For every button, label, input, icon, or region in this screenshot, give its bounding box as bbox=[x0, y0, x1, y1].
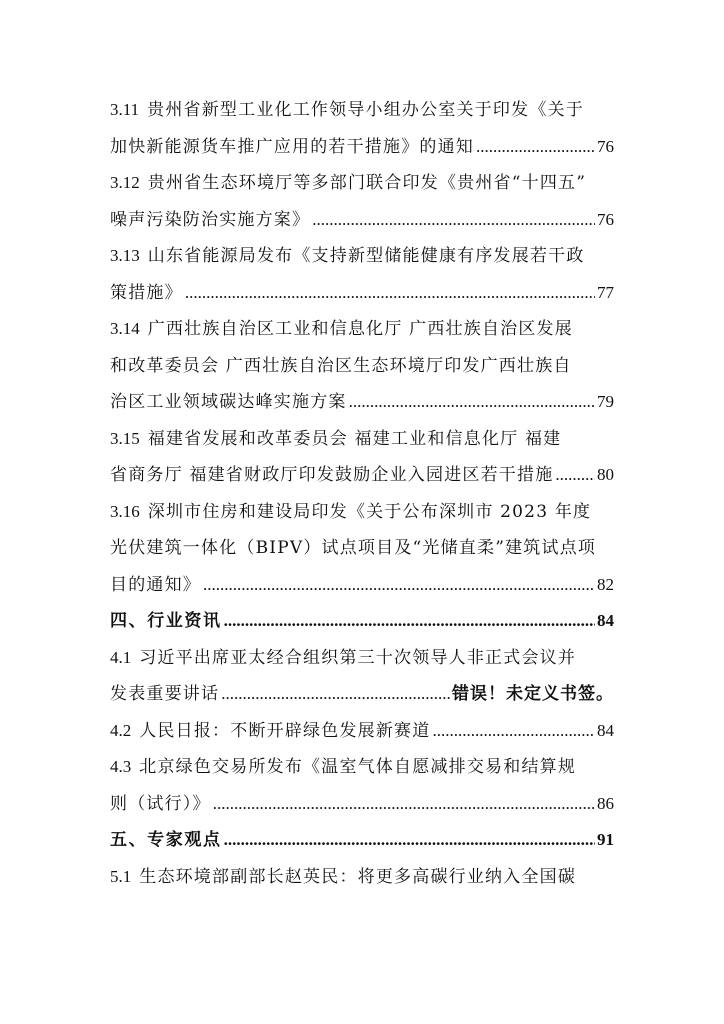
toc-entry-title: 五、专家观点 bbox=[110, 830, 222, 850]
toc-entry-title: 光伏建筑一体化（BIPV）试点项目及“光储直柔”建筑试点项 bbox=[110, 538, 597, 558]
toc-page-number: 76 bbox=[597, 136, 614, 156]
toc-error-message: 错误！未定义书签。 bbox=[452, 684, 614, 704]
toc-dot-leader bbox=[203, 567, 595, 604]
toc-entry[interactable] bbox=[110, 457, 614, 494]
toc-entry-title: 深圳市住房和建设局印发《关于公布深圳市 2023 年度 bbox=[147, 501, 592, 522]
toc-entry-title: 贵州省生态环境厅等多部门联合印发《贵州省“十四五” bbox=[147, 173, 587, 193]
toc-entry[interactable] bbox=[110, 786, 614, 823]
toc-line[interactable] bbox=[110, 530, 614, 567]
toc-line[interactable] bbox=[110, 494, 614, 531]
toc-page-number: 84 bbox=[597, 611, 614, 630]
toc-entry-title: 策措施》 bbox=[110, 282, 183, 303]
toc-entry-number: 3.12 bbox=[110, 173, 140, 192]
toc-entry-title: 山东省能源局发布《支持新型储能健康有序发展若干政 bbox=[147, 246, 585, 266]
toc-line[interactable] bbox=[110, 348, 614, 385]
toc-dot-leader bbox=[224, 603, 595, 640]
toc-entry-title: 发表重要讲话 bbox=[110, 684, 220, 704]
toc-entry-title: 生态环境部副部长赵英民：将更多高碳行业纳入全国碳 bbox=[139, 866, 577, 887]
toc-entry[interactable] bbox=[110, 129, 614, 166]
toc-dot-leader bbox=[221, 676, 450, 713]
toc-line[interactable] bbox=[110, 165, 614, 202]
toc-entry-title: 和改革委员会 广西壮族自治区生态环境厅印发广西壮族自 bbox=[110, 355, 572, 376]
toc-entry-number: 3.15 bbox=[110, 428, 140, 448]
toc-entry-number: 3.13 bbox=[110, 246, 140, 265]
toc-line[interactable] bbox=[110, 92, 614, 129]
toc-page-number: 77 bbox=[597, 282, 614, 302]
toc-dot-leader bbox=[555, 457, 595, 494]
toc-entry-title: 习近平出席亚太经合组织第三十次领导人非正式会议并 bbox=[139, 647, 577, 668]
toc-entry-title: 目的通知》 bbox=[110, 574, 201, 595]
toc-entry-title: 北京绿色交易所发布《温室气体自愿减排交易和结算规 bbox=[139, 757, 577, 777]
toc-line[interactable] bbox=[110, 749, 614, 786]
toc-entry-title: 则（试行）》 bbox=[110, 793, 211, 814]
toc-dot-leader bbox=[432, 713, 595, 750]
toc-entry-number: 4.2 bbox=[110, 720, 132, 740]
table-of-contents bbox=[110, 92, 614, 895]
toc-entry[interactable] bbox=[110, 275, 614, 312]
toc-dot-leader bbox=[213, 786, 595, 823]
toc-entry[interactable] bbox=[110, 603, 614, 640]
toc-page-number: 79 bbox=[597, 392, 614, 411]
toc-entry-number: 3.14 bbox=[110, 319, 140, 338]
toc-line[interactable] bbox=[110, 640, 614, 677]
toc-page-number: 80 bbox=[597, 465, 614, 484]
toc-page-number: 91 bbox=[597, 830, 614, 849]
toc-entry-title: 治区工业领域碳达峰实施方案 bbox=[110, 392, 347, 412]
toc-line[interactable] bbox=[110, 421, 614, 458]
toc-entry-title: 广西壮族自治区工业和信息化厅 广西壮族自治区发展 bbox=[147, 319, 573, 339]
toc-entry-title: 四、行业资讯 bbox=[110, 611, 222, 631]
toc-line[interactable] bbox=[110, 311, 614, 348]
toc-dot-leader bbox=[185, 275, 595, 312]
toc-page-number: 86 bbox=[597, 793, 614, 813]
toc-entry-number: 4.1 bbox=[110, 647, 132, 667]
toc-line[interactable] bbox=[110, 859, 614, 896]
toc-page-number: 76 bbox=[597, 209, 614, 229]
toc-entry[interactable] bbox=[110, 202, 614, 239]
toc-dot-leader bbox=[312, 202, 595, 239]
toc-entry-title: 福建省发展和改革委员会 福建工业和信息化厅 福建 bbox=[147, 428, 562, 449]
toc-entry[interactable] bbox=[110, 384, 614, 421]
toc-page-number: 82 bbox=[597, 574, 614, 594]
toc-page-number: 84 bbox=[597, 720, 614, 740]
toc-entry-number: 3.11 bbox=[110, 100, 140, 119]
toc-entry[interactable] bbox=[110, 676, 614, 713]
toc-entry-title: 噪声污染防治实施方案》 bbox=[110, 209, 311, 230]
toc-dot-leader bbox=[224, 822, 595, 859]
toc-entry-title: 省商务厅 福建省财政厅印发鼓励企业入园进区若干措施 bbox=[110, 465, 554, 485]
toc-entry-number: 3.16 bbox=[110, 501, 140, 521]
toc-entry[interactable] bbox=[110, 713, 614, 750]
toc-dot-leader bbox=[349, 384, 595, 421]
toc-entry-number: 5.1 bbox=[110, 866, 132, 886]
toc-line[interactable] bbox=[110, 238, 614, 275]
toc-dot-leader bbox=[476, 129, 595, 166]
toc-entry-title: 加快新能源货车推广应用的若干措施》的通知 bbox=[110, 136, 474, 157]
toc-entry-title: 人民日报：不断开辟绿色发展新赛道 bbox=[139, 720, 431, 741]
toc-entry-title: 贵州省新型工业化工作领导小组办公室关于印发《关于 bbox=[147, 100, 584, 120]
toc-entry[interactable] bbox=[110, 567, 614, 604]
toc-entry[interactable] bbox=[110, 822, 614, 859]
toc-entry-number: 4.3 bbox=[110, 757, 132, 776]
